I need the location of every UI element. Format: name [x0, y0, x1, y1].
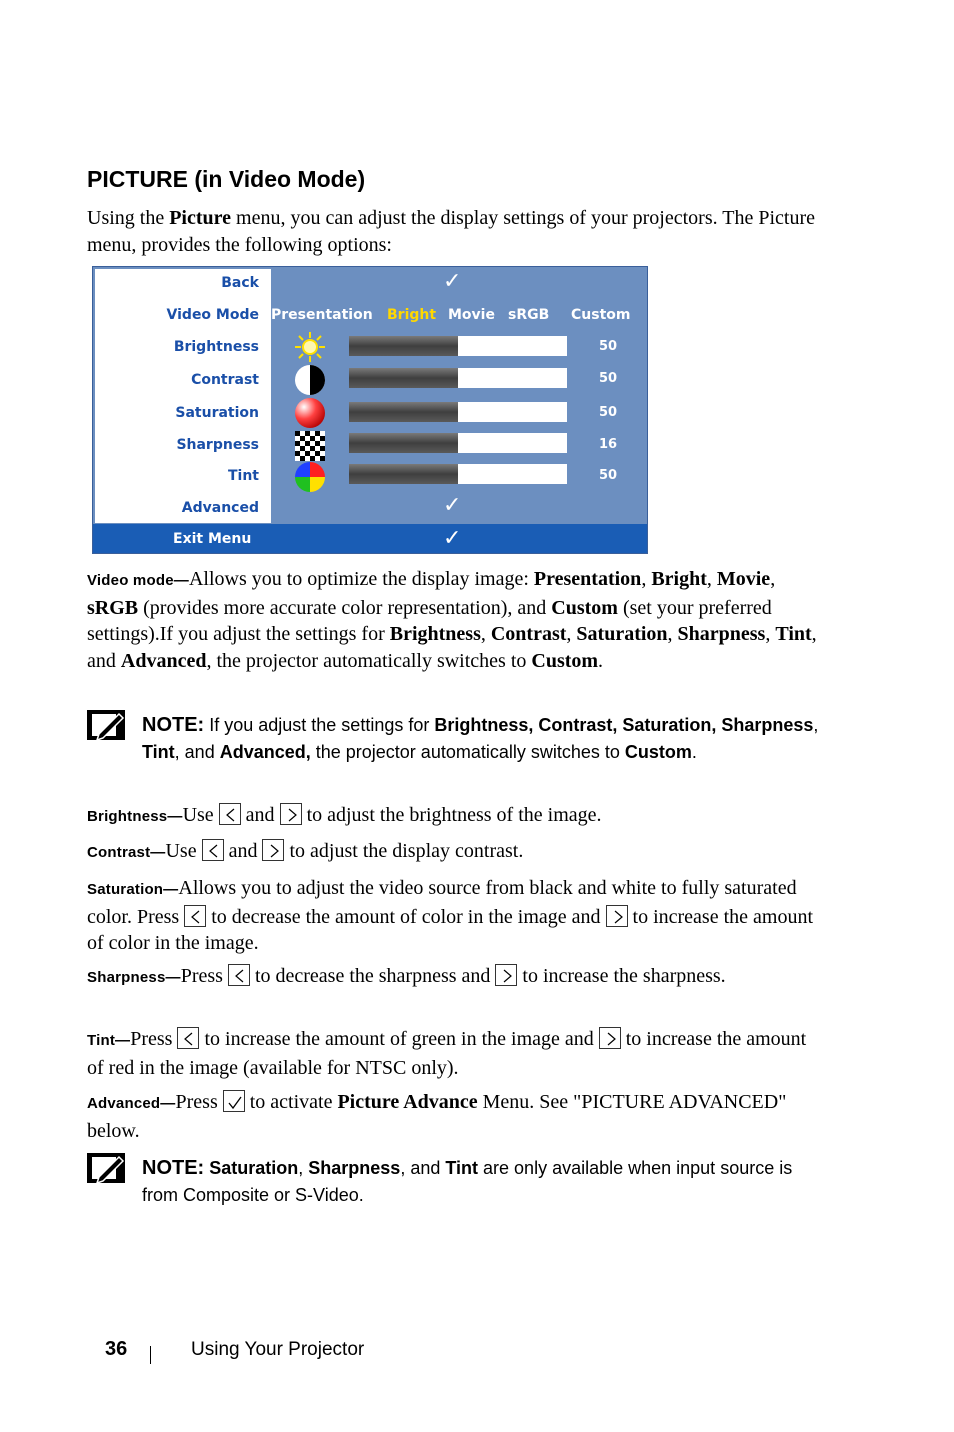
video-mode-bold: Brightness: [389, 623, 481, 645]
sun-icon: [293, 330, 327, 364]
video-mode-bold: Presentation: [533, 568, 642, 590]
note-bold: Brightness, Contrast, Saturation, Sharpness: [434, 715, 814, 735]
brightness-slider-fill: [349, 336, 458, 356]
video-mode-paragraph: [87, 566, 827, 674]
brightness-text: to adjust the brightness of the image.: [306, 804, 602, 826]
video-mode-bold: Movie: [716, 568, 771, 590]
osd-advanced-label[interactable]: Advanced: [181, 500, 259, 516]
note-bold: Custom: [624, 742, 692, 762]
video-mode-text: ,: [765, 623, 776, 645]
video-mode-text: ,: [566, 623, 577, 645]
advanced-text: Press: [175, 1091, 218, 1113]
tint-text: Press: [130, 1028, 173, 1050]
contrast-paragraph: [87, 838, 827, 867]
page-title: PICTURE (in Video Mode): [87, 166, 366, 192]
video-mode-bold: Advanced: [120, 649, 207, 672]
sharpness-icon: [293, 429, 327, 463]
footer-divider: [150, 1346, 151, 1364]
saturation-value: 50: [599, 405, 618, 420]
tint-slider-fill: [349, 464, 458, 484]
osd-mode-presentation[interactable]: Presentation: [271, 307, 373, 323]
note-text: , and: [400, 1158, 446, 1178]
video-mode-bold: Contrast: [490, 623, 567, 645]
note-bold: Tint: [142, 742, 175, 762]
osd-mode-bright[interactable]: Bright: [387, 307, 437, 323]
right-arrow-key-icon: [262, 839, 284, 861]
right-arrow-key-icon: [495, 964, 517, 986]
osd-advanced-check-icon: ✓: [443, 493, 462, 518]
note-text: the projector automatically switches to: [310, 742, 625, 762]
osd-contrast-label[interactable]: Contrast: [191, 372, 259, 388]
intro-text-2: menu, you can adjust the display settings of your projectors. The Picture menu, provides the following options:: [87, 207, 816, 256]
right-arrow-key-icon: [599, 1027, 621, 1049]
saturation-slider[interactable]: [349, 402, 567, 422]
contrast-term: Contrast—: [87, 844, 166, 861]
sharpness-text: Press: [180, 965, 223, 987]
right-arrow-key-icon: [280, 803, 302, 825]
osd-back-label[interactable]: Back: [221, 275, 259, 291]
intro-bold: Picture: [169, 207, 232, 229]
advanced-text: to activate: [249, 1091, 338, 1113]
video-mode-bold: Saturation: [576, 623, 668, 645]
note-label: NOTE:: [142, 1157, 205, 1179]
video-mode-bold: Sharpness: [677, 623, 766, 645]
note-pencil-icon: [87, 1153, 125, 1183]
contrast-slider-fill: [349, 368, 458, 388]
osd-back-check-icon: ✓: [443, 269, 462, 294]
sharpness-text: to decrease the sharpness and: [254, 965, 491, 987]
footer-section-title: Using Your Projector: [191, 1339, 365, 1360]
sharpness-value: 16: [599, 437, 618, 452]
sharpness-text: to increase the sharpness.: [522, 965, 726, 987]
contrast-slider[interactable]: [349, 368, 567, 388]
sharpness-term: Sharpness—: [87, 969, 181, 986]
video-mode-text: ,: [641, 568, 652, 590]
osd-video-mode-label[interactable]: Video Mode: [166, 307, 259, 323]
note-text: .: [691, 742, 697, 762]
intro-paragraph: [87, 205, 827, 258]
saturation-slider-fill: [349, 402, 458, 422]
advanced-paragraph: [87, 1089, 827, 1144]
tint-value: 50: [599, 468, 618, 483]
saturation-text: to increase the amount of color in the image.: [87, 905, 814, 954]
tint-slider[interactable]: [349, 464, 567, 484]
sharpness-paragraph: [87, 963, 827, 992]
video-mode-bold: Bright: [651, 568, 707, 590]
video-mode-bold: Tint: [775, 623, 812, 645]
note-bold: Advanced,: [219, 742, 311, 762]
contrast-text: to adjust the display contrast.: [289, 840, 524, 862]
contrast-icon: [293, 363, 327, 397]
sharpness-slider[interactable]: [349, 433, 567, 453]
note-1-text: [142, 712, 832, 766]
picture-osd-menu: [92, 266, 648, 554]
video-mode-text: ,: [480, 623, 491, 645]
note-text: ,: [298, 1158, 309, 1178]
page-number: 36: [105, 1338, 128, 1360]
sharpness-slider-fill: [349, 433, 458, 453]
left-arrow-key-icon: [184, 905, 206, 927]
osd-brightness-label[interactable]: Brightness: [173, 339, 259, 355]
note-bold: Tint: [445, 1158, 479, 1178]
note-2-text: [142, 1155, 832, 1209]
left-arrow-key-icon: [202, 839, 224, 861]
brightness-text: and: [245, 804, 275, 826]
note-bold: Saturation: [209, 1158, 299, 1178]
tint-icon: [293, 460, 327, 494]
video-mode-term: Video mode—: [87, 572, 189, 589]
intro-text: Using the: [87, 207, 170, 229]
osd-mode-srgb[interactable]: sRGB: [508, 307, 550, 323]
brightness-slider[interactable]: [349, 336, 567, 356]
video-mode-text: (set your preferred settings).If you adjust the settings for: [87, 596, 772, 645]
video-mode-text: ,: [706, 568, 717, 590]
advanced-term: Advanced—: [87, 1095, 176, 1112]
advanced-text: Menu. See "PICTURE ADVANCED" below.: [87, 1091, 787, 1142]
video-mode-text: , the projector automatically switches to: [206, 649, 532, 672]
brightness-term: Brightness—: [87, 808, 183, 825]
brightness-paragraph: [87, 802, 827, 831]
left-arrow-key-icon: [177, 1027, 199, 1049]
video-mode-bold: sRGB: [87, 596, 139, 619]
osd-mode-movie[interactable]: Movie: [448, 307, 495, 323]
tint-paragraph: [87, 1026, 827, 1081]
contrast-text: and: [228, 840, 258, 862]
note-text: ,: [813, 715, 819, 735]
left-arrow-key-icon: [228, 964, 250, 986]
left-arrow-key-icon: [219, 803, 241, 825]
note-text: If you adjust the settings for: [204, 715, 435, 735]
brightness-value: 50: [599, 339, 618, 354]
video-mode-text: , and: [87, 623, 817, 672]
tint-text: to increase the amount of red in the image (available for NTSC only).: [87, 1028, 807, 1079]
saturation-text: Allows you to adjust the video source from black and white to fully saturated color. Press: [87, 877, 797, 928]
osd-tint-label[interactable]: Tint: [227, 468, 259, 484]
advanced-bold: Picture Advance: [337, 1091, 478, 1113]
contrast-text: Use: [165, 840, 197, 862]
osd-sharpness-label[interactable]: Sharpness: [176, 437, 259, 453]
video-mode-text: ,: [667, 623, 678, 645]
note-pencil-icon: [87, 710, 125, 740]
brightness-text: Use: [182, 804, 214, 826]
note-text: are only available when input source is from Composite or S-Video.: [142, 1158, 793, 1205]
saturation-text: to decrease the amount of color in the image and: [211, 905, 601, 928]
saturation-icon: [293, 396, 327, 430]
note-text: , and: [174, 742, 220, 762]
saturation-term: Saturation—: [87, 881, 179, 898]
tint-term: Tint—: [87, 1032, 131, 1049]
note-bold: Sharpness: [308, 1158, 401, 1178]
video-mode-text: .: [598, 649, 604, 672]
video-mode-text: ,: [770, 568, 776, 590]
osd-exit-check-icon: ✓: [443, 526, 462, 551]
checkmark-key-icon: [223, 1090, 245, 1112]
tint-text: to increase the amount of green in the image and: [204, 1028, 594, 1050]
saturation-paragraph: [87, 875, 827, 957]
contrast-value: 50: [599, 371, 618, 386]
video-mode-text: (provides more accurate color representation), and: [138, 596, 552, 619]
video-mode-bold: Custom: [551, 596, 618, 619]
video-mode-text: Allows you to optimize the display image:: [188, 568, 534, 590]
osd-exit-menu-label[interactable]: Exit Menu: [173, 531, 252, 547]
osd-saturation-label[interactable]: Saturation: [175, 405, 259, 421]
note-label: NOTE:: [142, 714, 205, 736]
video-mode-bold: Custom: [531, 649, 599, 672]
osd-mode-custom[interactable]: Custom: [571, 307, 631, 323]
right-arrow-key-icon: [606, 905, 628, 927]
